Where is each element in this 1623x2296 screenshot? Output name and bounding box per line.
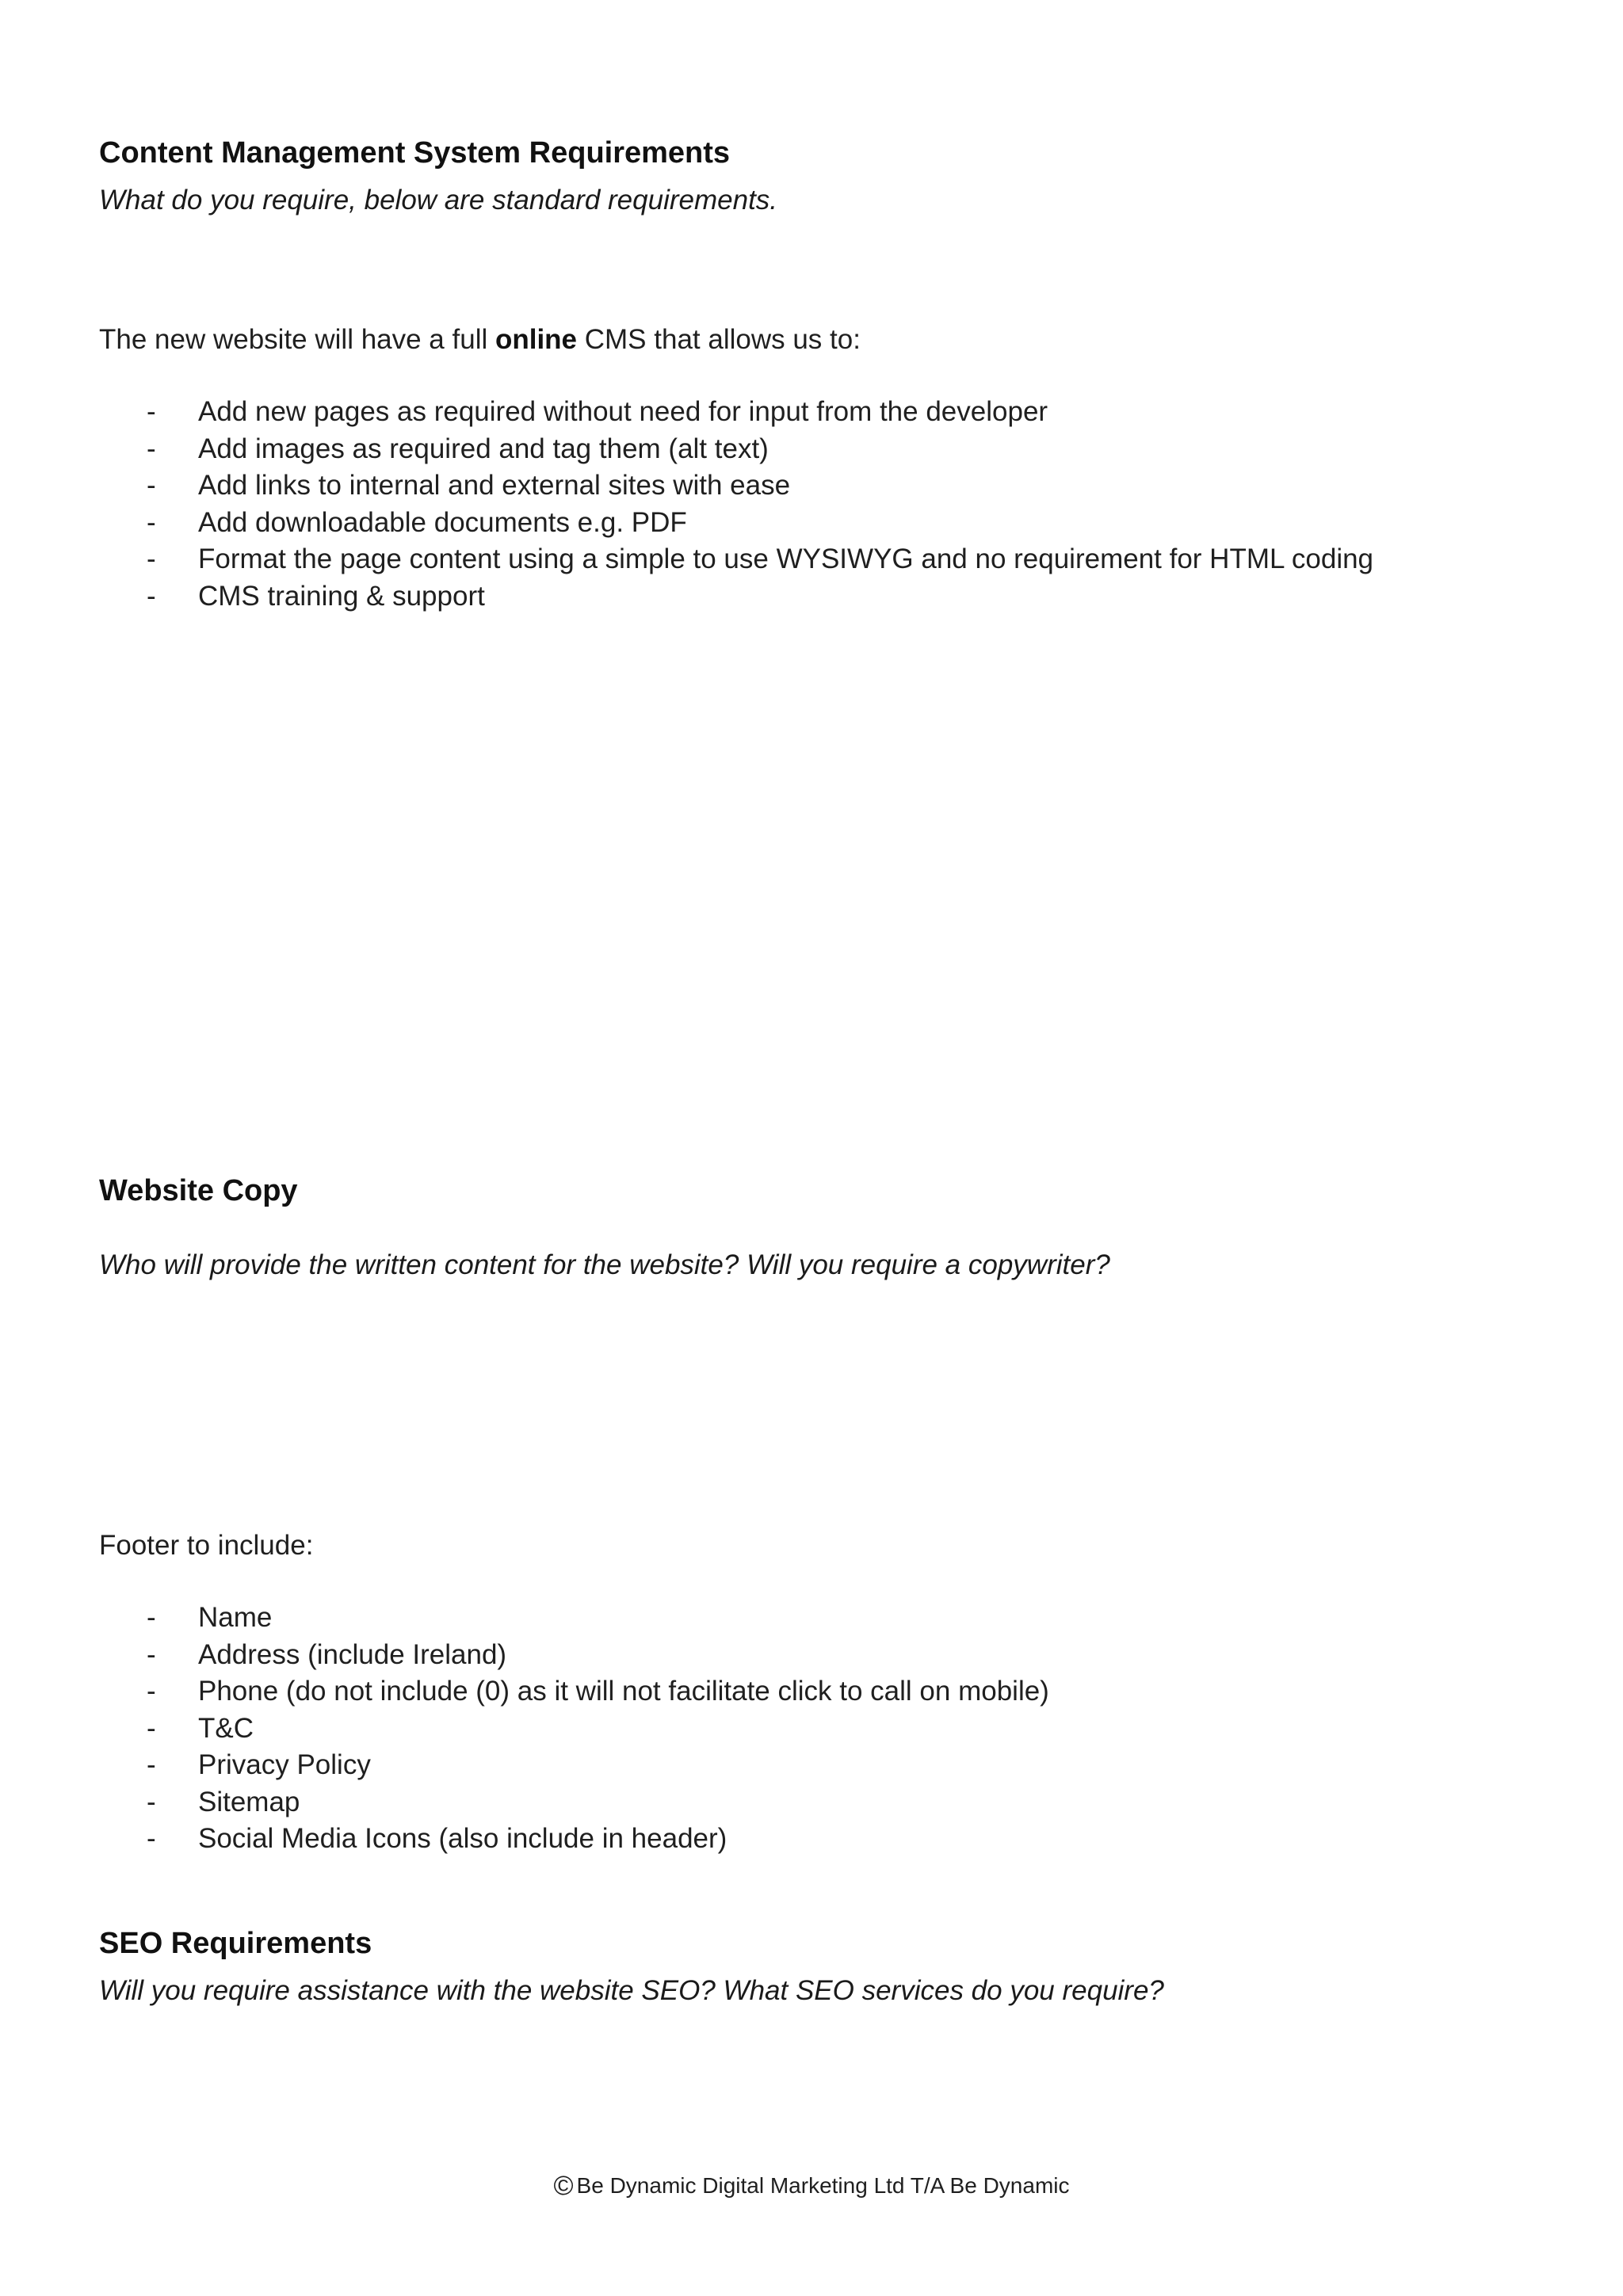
cms-subheading: What do you require, below are standard requirements. — [99, 185, 778, 215]
dash-bullet-icon: - — [147, 470, 156, 501]
dash-bullet-icon: - — [147, 396, 156, 427]
dash-bullet-icon: - — [147, 1823, 156, 1854]
dash-bullet-icon: - — [147, 1712, 156, 1744]
footer-include-intro: Footer to include: — [99, 1530, 314, 1561]
dash-bullet-icon: - — [147, 506, 156, 538]
cms-intro — [99, 324, 861, 356]
dash-bullet-icon: - — [147, 1786, 156, 1817]
seo-question: Will you require assistance with the website SEO? What SEO services do you require? — [99, 1975, 1164, 2006]
document-page: Content Management System Requirements What do you require, below are standard requirements. The new website will have a full online CMS that allows us to: - Add new pages as required without need for input from the developer - Add images as required and tag them (alt text) - Add links to internal and external sites with ease - Add downloadable documents e.g. PDF - Format the page content using a simple to use WYSIWYG and no requirement for HTML coding - CMS training & support Website Copy Who will provide the written content for the website? Will you require a copywriter? Footer to include: - Name - Address (include Ireland) - Phone (do not include (0) as it will not facilitate click to call on mobile) - T&C - Privacy Policy - Sitemap - Social Media Icons (also include in header) SEO Requirements Will you require assistance with the website SEO? What SEO services do you require? © Be Dynamic Digital Marketing Ltd T/A Be Dynamic — [0, 0, 1623, 2296]
dash-bullet-icon: - — [147, 1638, 156, 1670]
website-copy-heading: Website Copy — [99, 1174, 298, 1207]
page-footer — [0, 2171, 1623, 2202]
copyright-icon: © — [553, 2171, 574, 2201]
dash-bullet-icon: - — [147, 1602, 156, 1633]
cms-intro-suffix: CMS that allows us to: — [577, 324, 861, 355]
dash-bullet-icon: - — [147, 543, 156, 574]
cms-heading: Content Management System Requirements — [99, 136, 731, 170]
dash-bullet-icon: - — [147, 1749, 156, 1780]
cms-intro-bold: online — [495, 324, 578, 355]
dash-bullet-icon: - — [147, 580, 156, 612]
website-copy-question: Who will provide the written content for the website? Will you require a copywriter? — [99, 1249, 1110, 1280]
copyright-text: Be Dynamic Digital Marketing Ltd T/A Be Dynamic — [576, 2173, 1070, 2198]
seo-heading: SEO Requirements — [99, 1927, 372, 1960]
cms-intro-prefix: The new website will have a full — [99, 324, 495, 355]
dash-bullet-icon: - — [147, 433, 156, 464]
dash-bullet-icon: - — [147, 1676, 156, 1707]
